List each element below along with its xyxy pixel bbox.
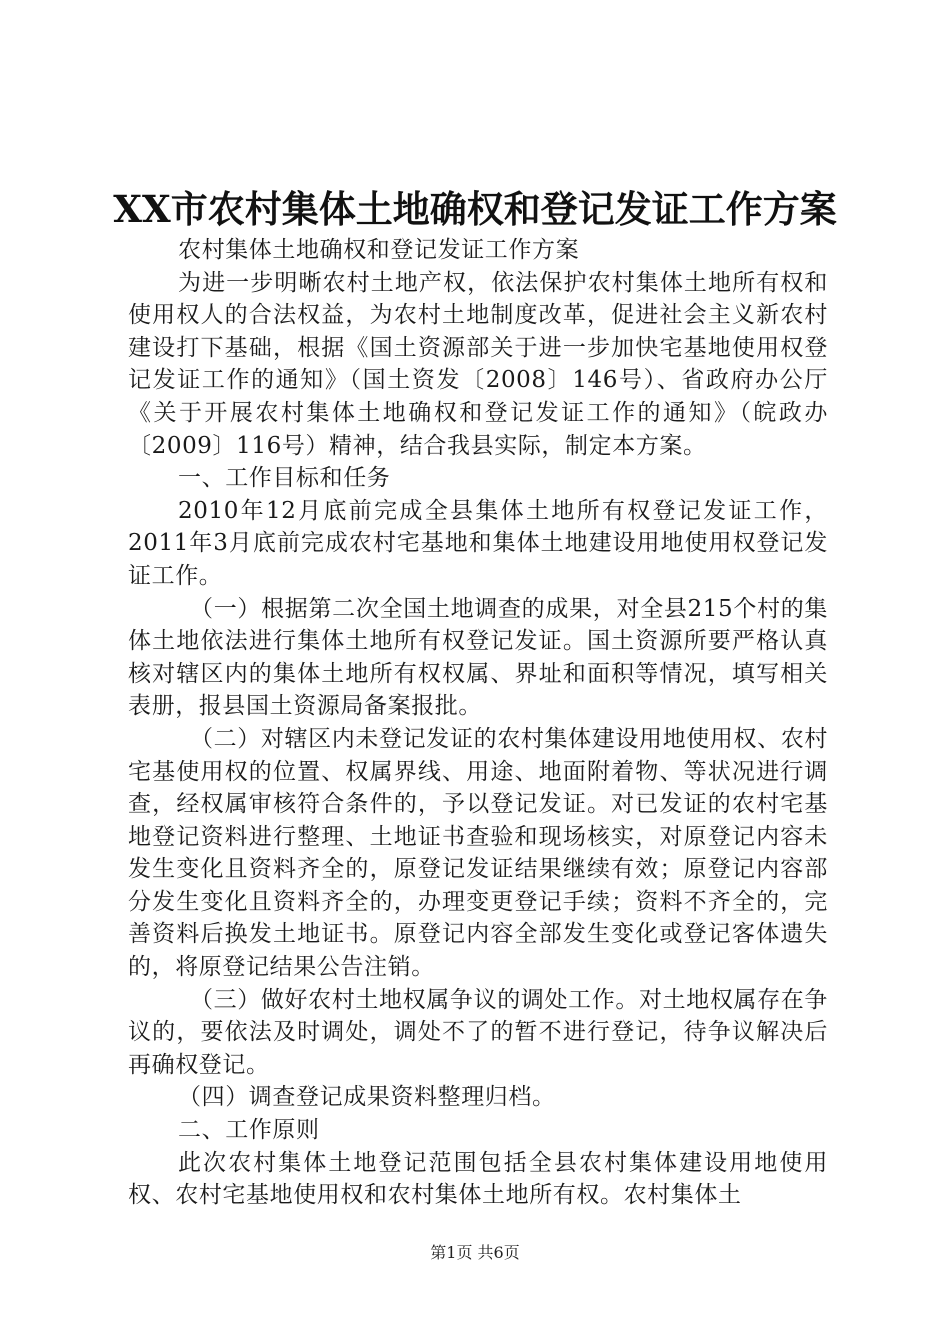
page-number-footer: 第1页 共6页 [430,1243,520,1262]
item-1-paragraph: （一）根据第二次全国土地调查的成果，对全县215个村的集体土地依法进行集体土地所有权登记发证。国土资源所要严格认真核对辖区内的集体土地所有权权属、界址和面积等情况，填写相关表册，报县国土资源局备案报批。 [128,595,828,720]
intro-paragraph: 为进一步明晰农村土地产权，依法保护农村集体土地所有权和使用权人的合法权益，为农村土地制度改革，促进社会主义新农村建设打下基础，根据《国土资源部关于进一步加快宅基地使用权登记发证工作的通知》（国土资发〔2008〕146号）、省政府办公厅《关于开展农村集体土地确权和登记发证工作的通知》（皖政办〔2009〕116号）精神，结合我县实际，制定本方案。 [128,269,828,459]
document-title: XX市农村集体土地确权和登记发证工作方案 [113,187,837,231]
document-body [128,234,828,1212]
item-4-paragraph: （四）调查登记成果资料整理归档。 [178,1084,556,1111]
item-2-paragraph: （二）对辖区内未登记发证的农村集体建设用地使用权、农村宅基使用权的位置、权属界线、用途、地面附着物、等状况进行调查，经权属审核符合条件的，予以登记发证。对已发证的农村宅基地登记资料进行整理、土地证书查验和现场核实，对原登记内容未发生变化且资料齐全的，原登记发证结果继续有效；原登记内容部分发生变化且资料齐全的，办理变更登记手续；资料不齐全的，完善资料后换发土地证书。原登记内容全部发生变化或登记客体遗失的，将原登记结果公告注销。 [128,725,828,981]
section-heading-2: 二、工作原则 [178,1117,320,1144]
section-heading-1: 一、工作目标和任务 [178,465,391,492]
principle-paragraph: 此次农村集体土地登记范围包括全县农村集体建设用地使用权、农村宅基地使用权和农村集体土地所有权。农村集体土 [128,1149,828,1209]
item-3-paragraph: （三）做好农村土地权属争议的调处工作。对土地权属存在争议的，要依法及时调处，调处不了的暂不进行登记，待争议解决后再确权登记。 [128,986,828,1078]
goal-paragraph: 2010年12月底前完成全县集体土地所有权登记发证工作，2011年3月底前完成农村宅基地和集体土地建设用地使用权登记发证工作。 [128,497,828,589]
subtitle-paragraph: 农村集体土地确权和登记发证工作方案 [178,237,580,263]
